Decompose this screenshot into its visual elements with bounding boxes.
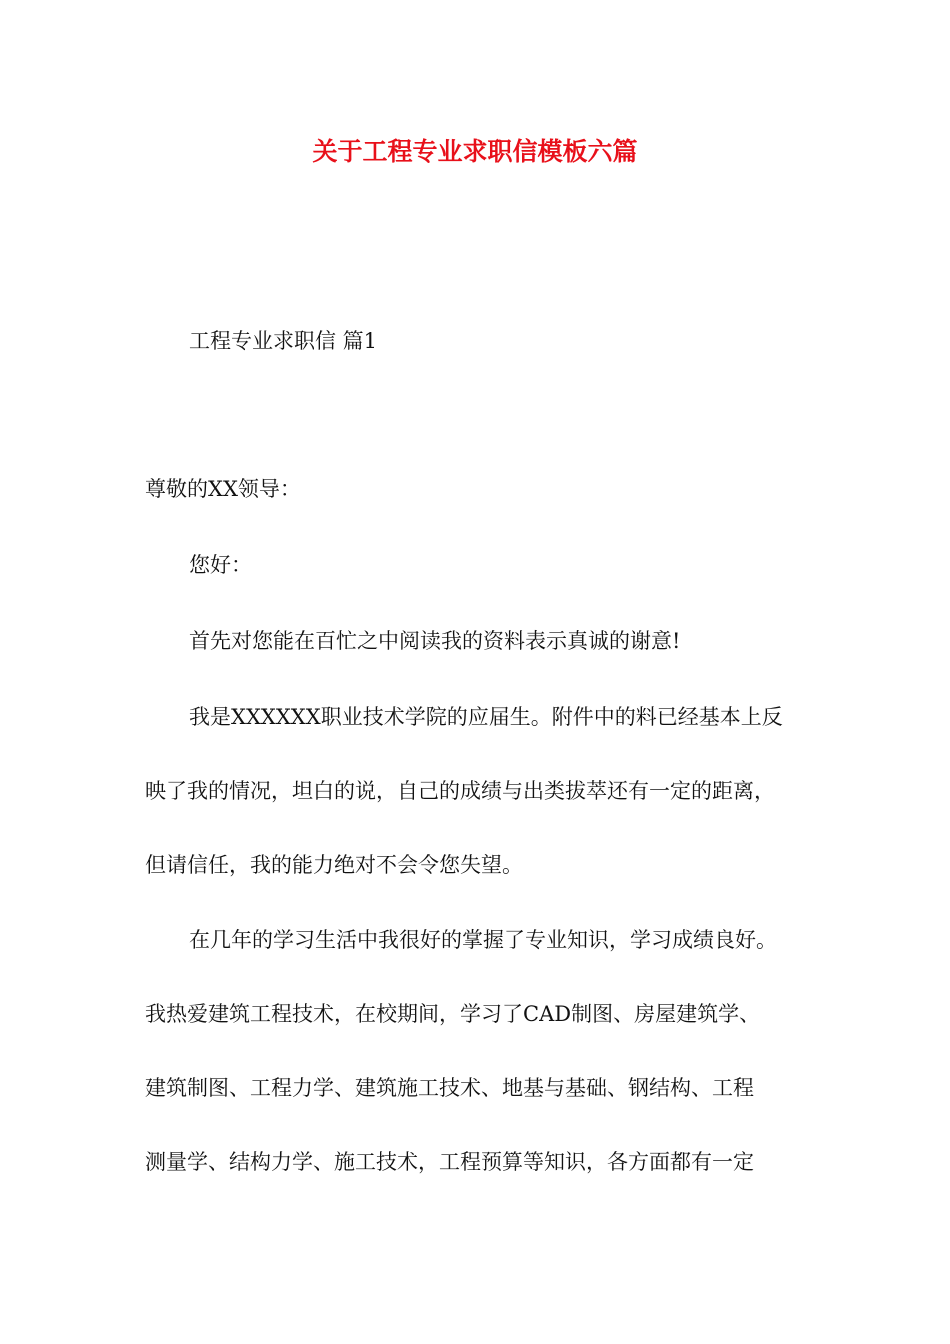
paragraph-line: 首先对您能在百忙之中阅读我的资料表示真诚的谢意! — [189, 629, 681, 653]
section-heading: 工程专业求职信 篇1 — [189, 329, 378, 353]
paragraph-line: 建筑制图、工程力学、建筑施工技术、地基与基础、钢结构、工程 — [145, 1076, 754, 1100]
paragraph-line: 测量学、结构力学、施工技术，工程预算等知识，各方面都有一定 — [145, 1150, 754, 1174]
paragraph-line: 我热爱建筑工程技术，在校期间，学习了CAD制图、房屋建筑学、 — [145, 1002, 761, 1026]
paragraph-line: 但请信任，我的能力绝对不会令您失望。 — [145, 853, 523, 877]
salutation: 尊敬的XX领导： — [145, 477, 301, 501]
paragraph-line: 在几年的学习生活中我很好的掌握了专业知识，学习成绩良好。 — [189, 928, 777, 952]
greeting: 您好： — [189, 553, 252, 577]
paragraph-line: 映了我的情况，坦白的说，自己的成绩与出类拔萃还有一定的距离， — [145, 779, 775, 803]
document-title: 关于工程专业求职信模板六篇 — [312, 137, 638, 166]
paragraph-line: 我是XXXXXX职业技术学院的应届生。附件中的料已经基本上反 — [189, 705, 783, 729]
